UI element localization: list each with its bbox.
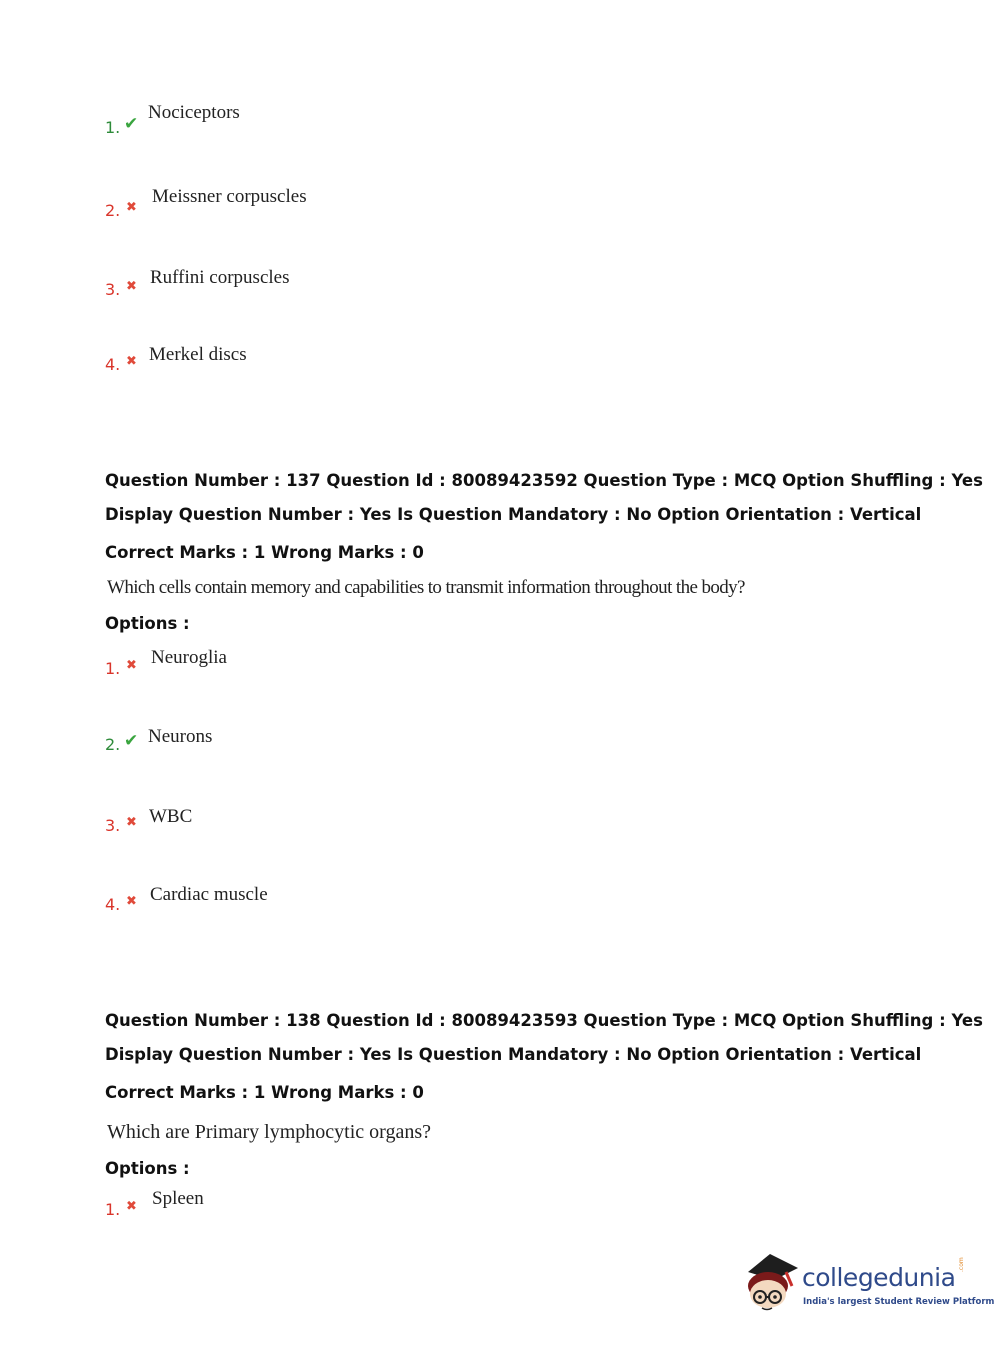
- option-text: Spleen: [152, 1188, 204, 1209]
- options-label: Options :: [105, 614, 190, 633]
- option-text: Cardiac muscle: [150, 884, 268, 905]
- marks-line: Correct Marks : 1 Wrong Marks : 0: [105, 1083, 424, 1102]
- mascot-icon: [740, 1250, 802, 1320]
- option-text: Neuroglia: [151, 647, 227, 668]
- option-number: 1.: [105, 118, 121, 137]
- question-meta-line: Display Question Number : Yes Is Question Mandatory : No Option Orientation : Vertical: [105, 505, 922, 524]
- option-text: Meissner corpuscles: [152, 186, 307, 207]
- marks-line: Correct Marks : 1 Wrong Marks : 0: [105, 543, 424, 562]
- logo-tagline: India's largest Student Review Platform: [803, 1297, 995, 1307]
- question-text: Which are Primary lymphocytic organs?: [107, 1121, 431, 1143]
- option-text: Neurons: [148, 726, 213, 747]
- question-meta-line: Display Question Number : Yes Is Question Mandatory : No Option Orientation : Vertical: [105, 1045, 922, 1064]
- options-label: Options :: [105, 1159, 190, 1178]
- logo-domain-suffix: .com: [958, 1257, 965, 1272]
- cross-icon: ✖: [126, 894, 137, 909]
- option-number: 2.: [105, 201, 121, 220]
- option-text: Ruffini corpuscles: [150, 267, 290, 288]
- option-number: 2.: [105, 735, 121, 754]
- option-number: 3.: [105, 816, 121, 835]
- option-number: 4.: [105, 355, 121, 374]
- cross-icon: ✖: [126, 658, 137, 673]
- check-icon: ✔: [124, 731, 139, 751]
- option-text: Merkel discs: [149, 344, 247, 365]
- cross-icon: ✖: [126, 1199, 137, 1214]
- question-meta-line: Question Number : 138 Question Id : 80089423593 Question Type : MCQ Option Shuffling : Yes: [105, 1011, 983, 1030]
- cross-icon: ✖: [126, 815, 137, 830]
- question-text: Which cells contain memory and capabilities to transmit information throughout the body?: [107, 577, 745, 598]
- option-text: Nociceptors: [148, 102, 240, 123]
- question-meta-line: Question Number : 137 Question Id : 80089423592 Question Type : MCQ Option Shuffling : Yes: [105, 471, 983, 490]
- cross-icon: ✖: [126, 354, 137, 369]
- check-icon: ✔: [124, 114, 139, 134]
- cross-icon: ✖: [126, 279, 137, 294]
- option-text: WBC: [149, 806, 193, 827]
- option-number: 4.: [105, 895, 121, 914]
- cross-icon: ✖: [126, 200, 137, 215]
- option-number: 1.: [105, 659, 121, 678]
- logo-wordmark: collegedunia: [802, 1263, 956, 1292]
- option-number: 1.: [105, 1200, 121, 1219]
- option-number: 3.: [105, 280, 121, 299]
